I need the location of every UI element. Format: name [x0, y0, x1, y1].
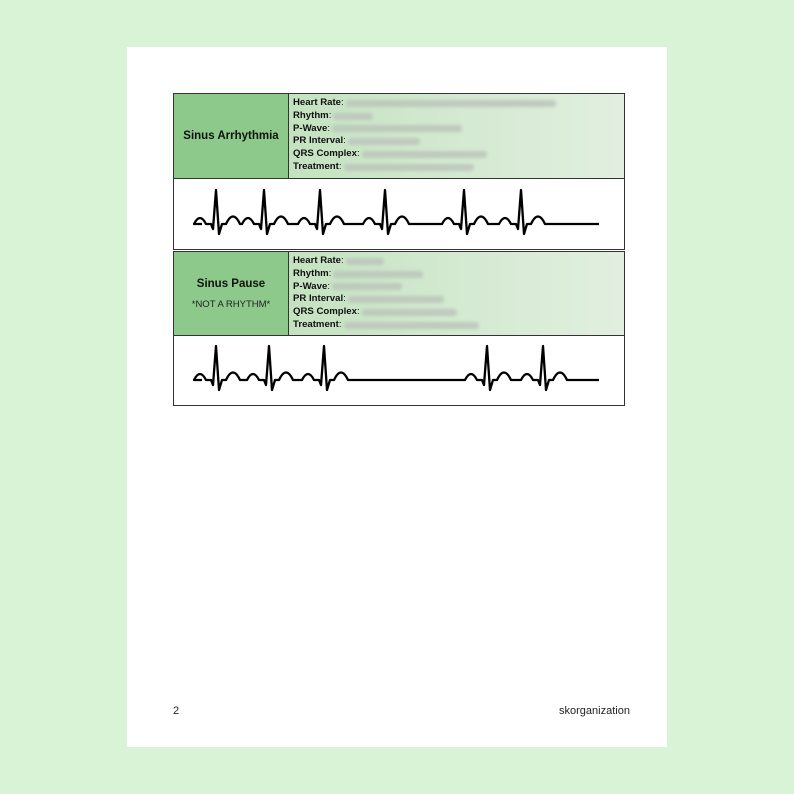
- ecg-waveform: [174, 336, 624, 406]
- field-p-wave: P-Wave :: [293, 281, 620, 294]
- field-label: Treatment: [293, 160, 339, 172]
- redacted-text: [348, 138, 420, 145]
- info-row: [174, 252, 624, 336]
- field-label: Heart Rate: [293, 97, 341, 108]
- field-label: PR Interval: [293, 293, 344, 305]
- field-pr-interval: PR Interval :: [293, 293, 620, 306]
- field-p-wave: P-Wave :: [293, 123, 620, 136]
- document-page: [127, 47, 667, 747]
- redacted-text: [346, 258, 384, 265]
- redacted-text: [332, 283, 402, 290]
- field-qrs-complex: QRS Complex :: [293, 306, 620, 319]
- field-label: P-Wave: [293, 280, 328, 292]
- field-pr-interval: PR Interval :: [293, 135, 620, 148]
- rhythm-title: Sinus Arrhythmia: [183, 130, 279, 142]
- rhythm-title: Sinus Pause: [196, 277, 266, 290]
- field-heart-rate: Heart Rate :: [293, 97, 620, 110]
- rhythm-fields: [289, 94, 624, 178]
- rhythm-card-sinus-pause: [173, 251, 625, 406]
- ecg-trace: [194, 346, 599, 390]
- footer-brand: skorganization: [559, 705, 630, 717]
- field-label: Rhythm: [293, 109, 329, 121]
- rhythm-fields: [289, 252, 624, 335]
- field-label: P-Wave: [293, 122, 328, 134]
- field-rhythm: Rhythm :: [293, 110, 620, 123]
- field-treatment: Treatment :: [293, 319, 620, 332]
- info-row: [174, 94, 624, 179]
- field-label: PR Interval: [293, 135, 344, 147]
- rhythm-title-cell: [174, 252, 289, 335]
- ecg-trace: [194, 190, 599, 234]
- field-label: QRS Complex: [293, 148, 357, 160]
- page-number: 2: [173, 705, 180, 717]
- ecg-strip-row: [174, 336, 624, 406]
- field-rhythm: Rhythm :: [293, 268, 620, 281]
- redacted-text: [344, 322, 479, 329]
- redacted-text: [332, 125, 462, 132]
- redacted-text: [348, 296, 444, 303]
- field-treatment: Treatment :: [293, 161, 620, 174]
- field-label: Treatment: [293, 318, 339, 330]
- redacted-text: [346, 100, 556, 107]
- redacted-text: [344, 164, 474, 171]
- rhythm-note: *NOT A RHYTHM*: [191, 298, 271, 310]
- rhythm-title-cell: [174, 94, 289, 178]
- rhythm-card-sinus-arrhythmia: [173, 93, 625, 250]
- ecg-strip-row: [174, 179, 624, 251]
- redacted-text: [333, 271, 423, 278]
- field-heart-rate: Heart Rate :: [293, 255, 620, 268]
- field-label: QRS Complex: [293, 306, 357, 318]
- redacted-text: [333, 113, 373, 120]
- field-label: Rhythm: [293, 267, 329, 279]
- redacted-text: [362, 151, 487, 158]
- ecg-waveform: [174, 179, 624, 251]
- field-qrs-complex: QRS Complex :: [293, 148, 620, 161]
- redacted-text: [362, 309, 457, 316]
- field-label: Heart Rate: [293, 255, 341, 266]
